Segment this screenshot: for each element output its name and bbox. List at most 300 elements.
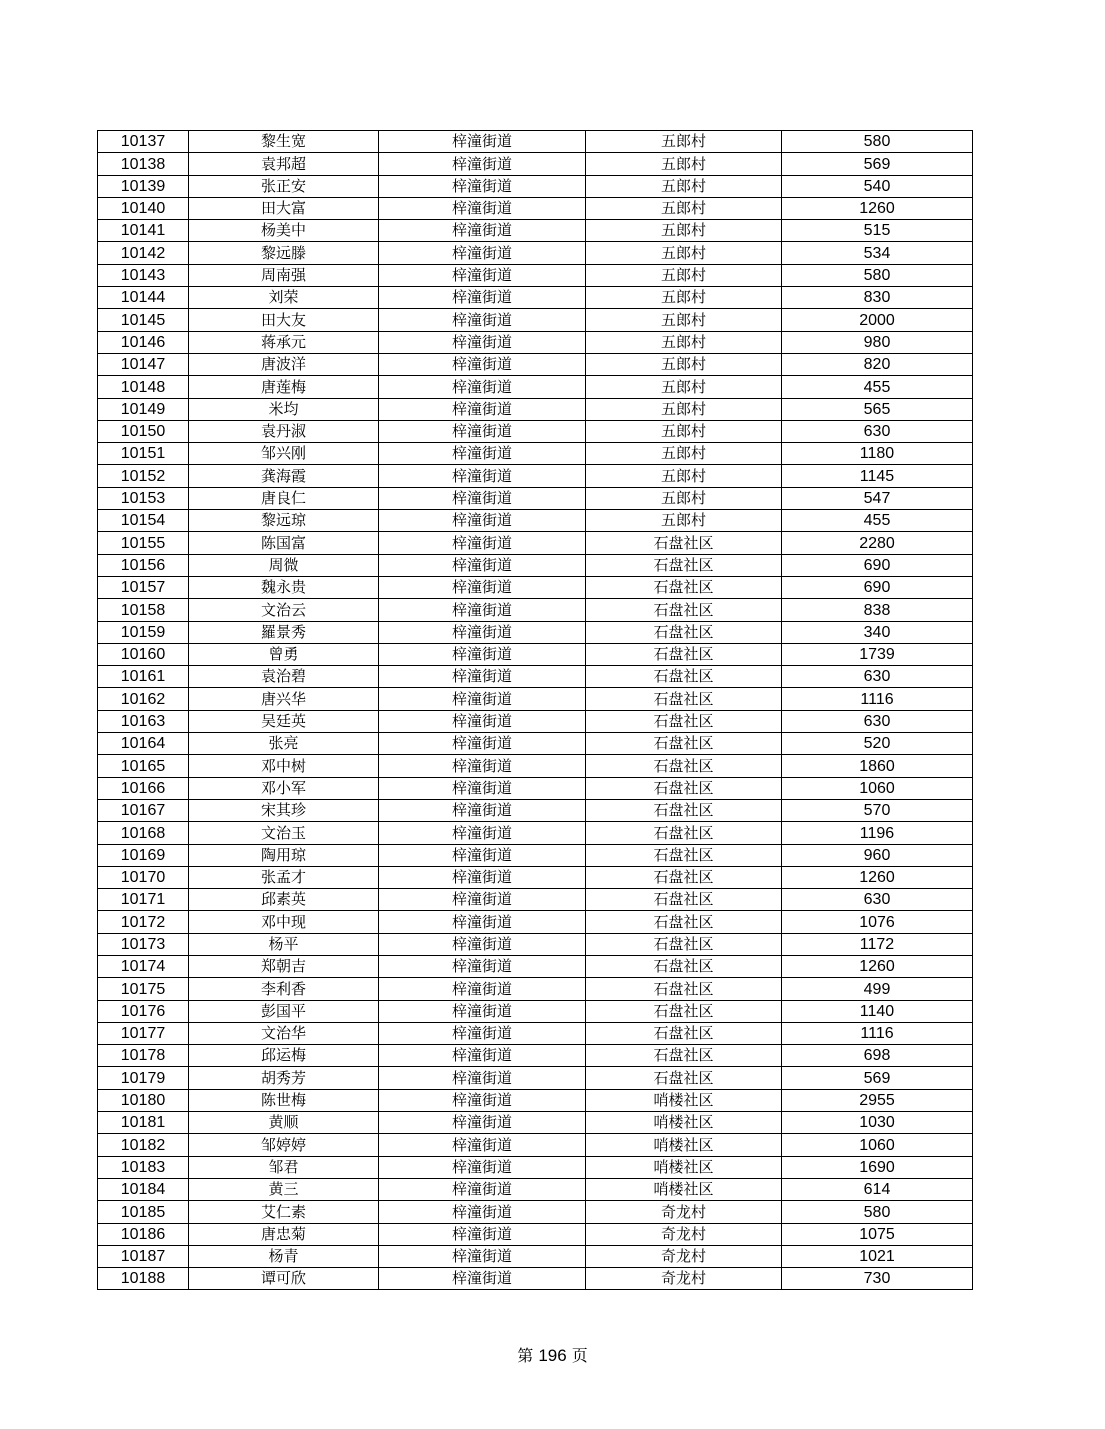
- person-name: 邓中现: [189, 911, 379, 933]
- record-id: 10160: [98, 643, 189, 665]
- street-name: 梓潼街道: [379, 1067, 586, 1089]
- amount-value: 1076: [782, 911, 973, 933]
- amount-value: 1021: [782, 1245, 973, 1267]
- village-name: 哨楼社区: [586, 1134, 782, 1156]
- village-name: 五郎村: [586, 465, 782, 487]
- street-name: 梓潼街道: [379, 331, 586, 353]
- amount-value: 1140: [782, 1000, 973, 1022]
- street-name: 梓潼街道: [379, 287, 586, 309]
- table-row: [98, 153, 973, 175]
- table-row: [98, 666, 973, 688]
- village-name: 五郎村: [586, 131, 782, 153]
- amount-value: 455: [782, 510, 973, 532]
- village-name: 奇龙村: [586, 1201, 782, 1223]
- person-name: 艾仁素: [189, 1201, 379, 1223]
- person-name: 黎生宽: [189, 131, 379, 153]
- footer-prefix: 第: [517, 1346, 534, 1365]
- amount-value: 455: [782, 376, 973, 398]
- street-name: 梓潼街道: [379, 844, 586, 866]
- person-name: 邓中树: [189, 755, 379, 777]
- village-name: 五郎村: [586, 220, 782, 242]
- village-name: 石盘社区: [586, 866, 782, 888]
- person-name: 文治云: [189, 599, 379, 621]
- amount-value: 569: [782, 153, 973, 175]
- person-name: 邹君: [189, 1156, 379, 1178]
- amount-value: 2955: [782, 1089, 973, 1111]
- table-row: [98, 1022, 973, 1044]
- person-name: 邱运梅: [189, 1045, 379, 1067]
- table-row: [98, 1268, 973, 1290]
- amount-value: 1260: [782, 866, 973, 888]
- record-id: 10188: [98, 1268, 189, 1290]
- street-name: 梓潼街道: [379, 376, 586, 398]
- person-name: 张正安: [189, 175, 379, 197]
- amount-value: 499: [782, 978, 973, 1000]
- amount-value: 830: [782, 287, 973, 309]
- table-row: [98, 398, 973, 420]
- amount-value: 690: [782, 554, 973, 576]
- table-row: [98, 1245, 973, 1267]
- record-id: 10161: [98, 666, 189, 688]
- record-id: 10143: [98, 264, 189, 286]
- record-id: 10178: [98, 1045, 189, 1067]
- table-row: [98, 889, 973, 911]
- village-name: 奇龙村: [586, 1223, 782, 1245]
- table-row: [98, 688, 973, 710]
- person-name: 邹婷婷: [189, 1134, 379, 1156]
- street-name: 梓潼街道: [379, 933, 586, 955]
- village-name: 石盘社区: [586, 1067, 782, 1089]
- person-name: 黄顺: [189, 1112, 379, 1134]
- amount-value: 1145: [782, 465, 973, 487]
- table-row: [98, 933, 973, 955]
- street-name: 梓潼街道: [379, 733, 586, 755]
- table-row: [98, 621, 973, 643]
- village-name: 石盘社区: [586, 710, 782, 732]
- village-name: 五郎村: [586, 264, 782, 286]
- table-row: [98, 1000, 973, 1022]
- amount-value: 580: [782, 1201, 973, 1223]
- table-row: [98, 443, 973, 465]
- record-id: 10183: [98, 1156, 189, 1178]
- street-name: 梓潼街道: [379, 1156, 586, 1178]
- record-id: 10154: [98, 510, 189, 532]
- amount-value: 1116: [782, 688, 973, 710]
- record-id: 10155: [98, 532, 189, 554]
- record-id: 10182: [98, 1134, 189, 1156]
- amount-value: 1060: [782, 777, 973, 799]
- table-row: [98, 1178, 973, 1200]
- person-name: 田大富: [189, 197, 379, 219]
- page-footer: [0, 1343, 1105, 1366]
- amount-value: 340: [782, 621, 973, 643]
- person-name: 杨美中: [189, 220, 379, 242]
- record-id: 10162: [98, 688, 189, 710]
- person-name: 张孟才: [189, 866, 379, 888]
- person-name: 唐莲梅: [189, 376, 379, 398]
- street-name: 梓潼街道: [379, 487, 586, 509]
- record-id: 10145: [98, 309, 189, 331]
- record-id: 10149: [98, 398, 189, 420]
- village-name: 石盘社区: [586, 978, 782, 1000]
- table-row: [98, 777, 973, 799]
- table-row: [98, 1134, 973, 1156]
- table-row: [98, 353, 973, 375]
- person-name: 文治玉: [189, 822, 379, 844]
- person-name: 唐兴华: [189, 688, 379, 710]
- person-name: 唐良仁: [189, 487, 379, 509]
- street-name: 梓潼街道: [379, 153, 586, 175]
- table-row: [98, 733, 973, 755]
- village-name: 石盘社区: [586, 911, 782, 933]
- person-name: 黎远滕: [189, 242, 379, 264]
- amount-value: 960: [782, 844, 973, 866]
- street-name: 梓潼街道: [379, 955, 586, 977]
- person-name: 羅景秀: [189, 621, 379, 643]
- village-name: 五郎村: [586, 398, 782, 420]
- person-name: 黎远琼: [189, 510, 379, 532]
- table-row: [98, 576, 973, 598]
- street-name: 梓潼街道: [379, 866, 586, 888]
- table-row: [98, 955, 973, 977]
- amount-value: 565: [782, 398, 973, 420]
- table-row: [98, 420, 973, 442]
- street-name: 梓潼街道: [379, 131, 586, 153]
- street-name: 梓潼街道: [379, 242, 586, 264]
- street-name: 梓潼街道: [379, 353, 586, 375]
- village-name: 哨楼社区: [586, 1156, 782, 1178]
- person-name: 文治华: [189, 1022, 379, 1044]
- record-id: 10142: [98, 242, 189, 264]
- record-id: 10165: [98, 755, 189, 777]
- village-name: 五郎村: [586, 153, 782, 175]
- table-row: [98, 1045, 973, 1067]
- village-name: 石盘社区: [586, 554, 782, 576]
- table-row: [98, 1089, 973, 1111]
- street-name: 梓潼街道: [379, 599, 586, 621]
- record-id: 10147: [98, 353, 189, 375]
- table-row: [98, 1201, 973, 1223]
- record-id: 10144: [98, 287, 189, 309]
- person-name: 宋其珍: [189, 799, 379, 821]
- table-row: [98, 487, 973, 509]
- village-name: 石盘社区: [586, 955, 782, 977]
- street-name: 梓潼街道: [379, 264, 586, 286]
- street-name: 梓潼街道: [379, 1089, 586, 1111]
- person-name: 米均: [189, 398, 379, 420]
- village-name: 五郎村: [586, 353, 782, 375]
- person-name: 周南强: [189, 264, 379, 286]
- person-name: 陈世梅: [189, 1089, 379, 1111]
- amount-value: 515: [782, 220, 973, 242]
- person-name: 蒋承元: [189, 331, 379, 353]
- village-name: 哨楼社区: [586, 1178, 782, 1200]
- page-number: 196: [538, 1346, 567, 1365]
- record-id: 10173: [98, 933, 189, 955]
- record-id: 10146: [98, 331, 189, 353]
- amount-value: 820: [782, 353, 973, 375]
- village-name: 五郎村: [586, 287, 782, 309]
- record-id: 10187: [98, 1245, 189, 1267]
- street-name: 梓潼街道: [379, 398, 586, 420]
- village-name: 石盘社区: [586, 532, 782, 554]
- table-row: [98, 822, 973, 844]
- amount-value: 520: [782, 733, 973, 755]
- person-name: 陶用琼: [189, 844, 379, 866]
- person-name: 田大友: [189, 309, 379, 331]
- village-name: 哨楼社区: [586, 1089, 782, 1111]
- amount-value: 1116: [782, 1022, 973, 1044]
- amount-value: 534: [782, 242, 973, 264]
- village-name: 石盘社区: [586, 666, 782, 688]
- village-name: 五郎村: [586, 487, 782, 509]
- street-name: 梓潼街道: [379, 1201, 586, 1223]
- person-name: 魏永贵: [189, 576, 379, 598]
- amount-value: 690: [782, 576, 973, 598]
- street-name: 梓潼街道: [379, 465, 586, 487]
- record-id: 10137: [98, 131, 189, 153]
- village-name: 石盘社区: [586, 1022, 782, 1044]
- table-row: [98, 1112, 973, 1134]
- amount-value: 614: [782, 1178, 973, 1200]
- street-name: 梓潼街道: [379, 175, 586, 197]
- person-name: 杨青: [189, 1245, 379, 1267]
- record-id: 10163: [98, 710, 189, 732]
- person-name: 陈国富: [189, 532, 379, 554]
- table-row: [98, 844, 973, 866]
- amount-value: 630: [782, 710, 973, 732]
- person-name: 李利香: [189, 978, 379, 1000]
- record-id: 10184: [98, 1178, 189, 1200]
- table-row: [98, 287, 973, 309]
- street-name: 梓潼街道: [379, 688, 586, 710]
- village-name: 石盘社区: [586, 643, 782, 665]
- village-name: 石盘社区: [586, 933, 782, 955]
- person-name: 曾勇: [189, 643, 379, 665]
- amount-value: 547: [782, 487, 973, 509]
- village-name: 石盘社区: [586, 599, 782, 621]
- person-name: 张亮: [189, 733, 379, 755]
- amount-value: 1180: [782, 443, 973, 465]
- records-table-body: [98, 131, 973, 1290]
- table-row: [98, 465, 973, 487]
- street-name: 梓潼街道: [379, 510, 586, 532]
- record-id: 10150: [98, 420, 189, 442]
- record-id: 10174: [98, 955, 189, 977]
- table-row: [98, 309, 973, 331]
- table-row: [98, 755, 973, 777]
- person-name: 周微: [189, 554, 379, 576]
- village-name: 哨楼社区: [586, 1112, 782, 1134]
- amount-value: 838: [782, 599, 973, 621]
- amount-value: 1172: [782, 933, 973, 955]
- street-name: 梓潼街道: [379, 1112, 586, 1134]
- street-name: 梓潼街道: [379, 1178, 586, 1200]
- street-name: 梓潼街道: [379, 1245, 586, 1267]
- person-name: 胡秀芳: [189, 1067, 379, 1089]
- street-name: 梓潼街道: [379, 309, 586, 331]
- person-name: 黄三: [189, 1178, 379, 1200]
- street-name: 梓潼街道: [379, 1045, 586, 1067]
- amount-value: 630: [782, 889, 973, 911]
- person-name: 吴廷英: [189, 710, 379, 732]
- village-name: 石盘社区: [586, 889, 782, 911]
- street-name: 梓潼街道: [379, 978, 586, 1000]
- person-name: 邹兴刚: [189, 443, 379, 465]
- village-name: 奇龙村: [586, 1268, 782, 1290]
- village-name: 五郎村: [586, 510, 782, 532]
- street-name: 梓潼街道: [379, 220, 586, 242]
- street-name: 梓潼街道: [379, 197, 586, 219]
- record-id: 10169: [98, 844, 189, 866]
- street-name: 梓潼街道: [379, 420, 586, 442]
- table-row: [98, 1156, 973, 1178]
- record-id: 10168: [98, 822, 189, 844]
- record-id: 10138: [98, 153, 189, 175]
- village-name: 石盘社区: [586, 755, 782, 777]
- street-name: 梓潼街道: [379, 889, 586, 911]
- record-id: 10167: [98, 799, 189, 821]
- village-name: 石盘社区: [586, 1000, 782, 1022]
- record-id: 10177: [98, 1022, 189, 1044]
- person-name: 唐波洋: [189, 353, 379, 375]
- village-name: 石盘社区: [586, 822, 782, 844]
- record-id: 10180: [98, 1089, 189, 1111]
- record-id: 10170: [98, 866, 189, 888]
- street-name: 梓潼街道: [379, 755, 586, 777]
- amount-value: 1260: [782, 197, 973, 219]
- amount-value: 630: [782, 666, 973, 688]
- street-name: 梓潼街道: [379, 1134, 586, 1156]
- village-name: 五郎村: [586, 420, 782, 442]
- person-name: 袁丹淑: [189, 420, 379, 442]
- street-name: 梓潼街道: [379, 621, 586, 643]
- table-row: [98, 1223, 973, 1245]
- village-name: 石盘社区: [586, 688, 782, 710]
- village-name: 石盘社区: [586, 1045, 782, 1067]
- table-row: [98, 376, 973, 398]
- amount-value: 980: [782, 331, 973, 353]
- village-name: 五郎村: [586, 331, 782, 353]
- table-row: [98, 978, 973, 1000]
- amount-value: 2000: [782, 309, 973, 331]
- table-row: [98, 643, 973, 665]
- street-name: 梓潼街道: [379, 777, 586, 799]
- table-row: [98, 264, 973, 286]
- amount-value: 1690: [782, 1156, 973, 1178]
- street-name: 梓潼街道: [379, 1268, 586, 1290]
- table-row: [98, 554, 973, 576]
- record-id: 10152: [98, 465, 189, 487]
- village-name: 石盘社区: [586, 844, 782, 866]
- table-row: [98, 242, 973, 264]
- village-name: 石盘社区: [586, 621, 782, 643]
- table-row: [98, 220, 973, 242]
- table-row: [98, 510, 973, 532]
- village-name: 五郎村: [586, 376, 782, 398]
- street-name: 梓潼街道: [379, 799, 586, 821]
- village-name: 奇龙村: [586, 1245, 782, 1267]
- amount-value: 630: [782, 420, 973, 442]
- village-name: 石盘社区: [586, 777, 782, 799]
- street-name: 梓潼街道: [379, 532, 586, 554]
- amount-value: 570: [782, 799, 973, 821]
- amount-value: 1075: [782, 1223, 973, 1245]
- village-name: 石盘社区: [586, 733, 782, 755]
- village-name: 五郎村: [586, 309, 782, 331]
- person-name: 彭国平: [189, 1000, 379, 1022]
- record-id: 10141: [98, 220, 189, 242]
- table-row: [98, 175, 973, 197]
- person-name: 刘荣: [189, 287, 379, 309]
- amount-value: 569: [782, 1067, 973, 1089]
- table-row: [98, 197, 973, 219]
- amount-value: 1260: [782, 955, 973, 977]
- record-id: 10151: [98, 443, 189, 465]
- record-id: 10139: [98, 175, 189, 197]
- footer-suffix: 页: [571, 1346, 588, 1365]
- table-row: [98, 331, 973, 353]
- amount-value: 580: [782, 264, 973, 286]
- amount-value: 698: [782, 1045, 973, 1067]
- table-row: [98, 799, 973, 821]
- record-id: 10158: [98, 599, 189, 621]
- amount-value: 1196: [782, 822, 973, 844]
- table-row: [98, 599, 973, 621]
- village-name: 石盘社区: [586, 799, 782, 821]
- village-name: 五郎村: [586, 443, 782, 465]
- person-name: 袁邦超: [189, 153, 379, 175]
- person-name: 龚海霞: [189, 465, 379, 487]
- record-id: 10164: [98, 733, 189, 755]
- record-id: 10186: [98, 1223, 189, 1245]
- street-name: 梓潼街道: [379, 643, 586, 665]
- record-id: 10153: [98, 487, 189, 509]
- table-row: [98, 866, 973, 888]
- person-name: 袁治碧: [189, 666, 379, 688]
- record-id: 10140: [98, 197, 189, 219]
- record-id: 10148: [98, 376, 189, 398]
- amount-value: 2280: [782, 532, 973, 554]
- amount-value: 1030: [782, 1112, 973, 1134]
- village-name: 石盘社区: [586, 576, 782, 598]
- street-name: 梓潼街道: [379, 1223, 586, 1245]
- person-name: 杨平: [189, 933, 379, 955]
- table-row: [98, 911, 973, 933]
- record-id: 10157: [98, 576, 189, 598]
- amount-value: 1739: [782, 643, 973, 665]
- table-row: [98, 1067, 973, 1089]
- person-name: 邓小军: [189, 777, 379, 799]
- record-id: 10185: [98, 1201, 189, 1223]
- street-name: 梓潼街道: [379, 911, 586, 933]
- village-name: 五郎村: [586, 175, 782, 197]
- street-name: 梓潼街道: [379, 822, 586, 844]
- street-name: 梓潼街道: [379, 1022, 586, 1044]
- village-name: 五郎村: [586, 197, 782, 219]
- street-name: 梓潼街道: [379, 1000, 586, 1022]
- amount-value: 580: [782, 131, 973, 153]
- amount-value: 540: [782, 175, 973, 197]
- record-id: 10156: [98, 554, 189, 576]
- records-table: [97, 130, 973, 1290]
- street-name: 梓潼街道: [379, 666, 586, 688]
- record-id: 10179: [98, 1067, 189, 1089]
- amount-value: 1060: [782, 1134, 973, 1156]
- village-name: 五郎村: [586, 242, 782, 264]
- person-name: 谭可欣: [189, 1268, 379, 1290]
- record-id: 10159: [98, 621, 189, 643]
